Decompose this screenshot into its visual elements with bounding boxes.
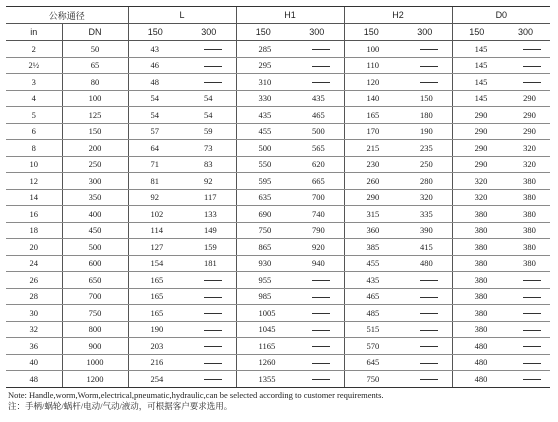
cell-h2: 455: [344, 255, 398, 272]
cell-h1: 595: [236, 173, 290, 190]
dash-mark: [420, 280, 438, 281]
class-header: 300: [501, 24, 550, 41]
cell-in: 10: [6, 156, 62, 173]
cell-d0: 380: [452, 272, 501, 289]
cell-in: 40: [6, 354, 62, 371]
cell-h1: 295: [236, 57, 290, 74]
cell-d0: 380: [452, 206, 501, 223]
dash-mark: [523, 363, 541, 364]
cell-l: 54: [128, 90, 182, 107]
cell-d0: 480: [452, 371, 501, 388]
cell-h1: 985: [236, 288, 290, 305]
table-row: [6, 156, 550, 173]
dash-mark: [523, 66, 541, 67]
cell-h1: 285: [236, 41, 290, 58]
dash-mark: [312, 346, 330, 347]
dash-mark: [204, 280, 222, 281]
cell-in: 2: [6, 41, 62, 58]
class-header: 300: [290, 24, 344, 41]
note-english: Note: Handle,worm,Worm,electrical,pneumatic,hydraulic,can be selected according to customer requirements.: [8, 389, 384, 400]
table-row: [6, 255, 550, 272]
cell-d0: 380: [501, 189, 550, 206]
dash-mark: [312, 82, 330, 83]
dash-mark: [204, 330, 222, 331]
cell-empty: [398, 338, 452, 355]
cell-h2: 480: [398, 255, 452, 272]
cell-d0: 145: [452, 41, 501, 58]
cell-empty: [398, 354, 452, 371]
dash-mark: [312, 379, 330, 380]
cell-empty: [398, 321, 452, 338]
cell-empty: [501, 371, 550, 388]
cell-in: 5: [6, 107, 62, 124]
cell-empty: [290, 354, 344, 371]
cell-empty: [398, 371, 452, 388]
dash-mark: [312, 330, 330, 331]
cell-h1: 690: [236, 206, 290, 223]
table-row: [6, 57, 550, 74]
cell-h1: 920: [290, 239, 344, 256]
dash-mark: [420, 379, 438, 380]
cell-in: 16: [6, 206, 62, 223]
cell-dn: 200: [62, 140, 128, 157]
dimension-table: [6, 6, 550, 388]
cell-l: 254: [128, 371, 182, 388]
table-row: [6, 321, 550, 338]
dash-mark: [204, 346, 222, 347]
cell-d0: 380: [452, 239, 501, 256]
cell-h1: 665: [290, 173, 344, 190]
cell-in: 8: [6, 140, 62, 157]
class-header: 150: [128, 24, 182, 41]
cell-in: 32: [6, 321, 62, 338]
cell-empty: [290, 57, 344, 74]
cell-d0: 290: [452, 107, 501, 124]
cell-dn: 50: [62, 41, 128, 58]
cell-dn: 150: [62, 123, 128, 140]
cell-h2: 465: [344, 288, 398, 305]
table-row: [6, 338, 550, 355]
cell-empty: [501, 338, 550, 355]
cell-h1: 1165: [236, 338, 290, 355]
cell-h1: 435: [290, 90, 344, 107]
cell-h2: 180: [398, 107, 452, 124]
cell-d0: 290: [501, 107, 550, 124]
dash-mark: [204, 363, 222, 364]
cell-h2: 385: [344, 239, 398, 256]
table-row: [6, 107, 550, 124]
table-row: [6, 305, 550, 322]
cell-h1: 455: [236, 123, 290, 140]
cell-l: 181: [182, 255, 236, 272]
dash-mark: [523, 297, 541, 298]
dash-mark: [204, 297, 222, 298]
table-note: [6, 390, 550, 412]
cell-h1: 500: [290, 123, 344, 140]
table-row: [6, 74, 550, 91]
cell-h2: 515: [344, 321, 398, 338]
cell-empty: [182, 354, 236, 371]
cell-d0: 380: [452, 255, 501, 272]
cell-d0: 145: [452, 90, 501, 107]
cell-d0: 320: [501, 140, 550, 157]
cell-h2: 170: [344, 123, 398, 140]
cell-empty: [398, 305, 452, 322]
cell-dn: 800: [62, 321, 128, 338]
cell-empty: [290, 272, 344, 289]
cell-in: 18: [6, 222, 62, 239]
table-row: [6, 288, 550, 305]
cell-in: 2½: [6, 57, 62, 74]
dash-mark: [204, 82, 222, 83]
dash-mark: [204, 66, 222, 67]
cell-empty: [398, 288, 452, 305]
note-chinese: 注：手柄/蜗轮/蜗杆/电动/气动/液动，可根据客户要求选用。: [8, 400, 233, 411]
cell-h2: 120: [344, 74, 398, 91]
cell-l: 102: [128, 206, 182, 223]
table-row: [6, 90, 550, 107]
cell-in: 20: [6, 239, 62, 256]
cell-l: 165: [128, 272, 182, 289]
dash-mark: [523, 330, 541, 331]
cell-empty: [182, 41, 236, 58]
dash-mark: [204, 313, 222, 314]
cell-d0: 480: [452, 338, 501, 355]
cell-l: 59: [182, 123, 236, 140]
cell-in: 28: [6, 288, 62, 305]
cell-l: 149: [182, 222, 236, 239]
dash-mark: [312, 297, 330, 298]
cell-in: 12: [6, 173, 62, 190]
cell-h2: 335: [398, 206, 452, 223]
cell-empty: [182, 288, 236, 305]
dash-mark: [523, 82, 541, 83]
cell-d0: 380: [452, 288, 501, 305]
cell-empty: [501, 288, 550, 305]
cell-in: 48: [6, 371, 62, 388]
cell-dn: 80: [62, 74, 128, 91]
cell-dn: 250: [62, 156, 128, 173]
cell-h2: 230: [344, 156, 398, 173]
class-header: 150: [344, 24, 398, 41]
table-row: [6, 354, 550, 371]
cell-l: 48: [128, 74, 182, 91]
cell-h2: 280: [398, 173, 452, 190]
cell-in: 3: [6, 74, 62, 91]
cell-empty: [290, 74, 344, 91]
cell-h2: 290: [344, 189, 398, 206]
table-row: [6, 173, 550, 190]
cell-empty: [501, 354, 550, 371]
cell-l: 57: [128, 123, 182, 140]
cell-empty: [182, 305, 236, 322]
cell-dn: 1000: [62, 354, 128, 371]
cell-l: 203: [128, 338, 182, 355]
cell-l: 117: [182, 189, 236, 206]
cell-h1: 750: [236, 222, 290, 239]
cell-in: 14: [6, 189, 62, 206]
cell-empty: [290, 338, 344, 355]
cell-empty: [182, 74, 236, 91]
cell-h2: 150: [398, 90, 452, 107]
cell-h2: 360: [344, 222, 398, 239]
cell-h1: 940: [290, 255, 344, 272]
dash-mark: [312, 66, 330, 67]
dash-mark: [420, 363, 438, 364]
cell-empty: [290, 305, 344, 322]
cell-empty: [182, 338, 236, 355]
cell-dn: 400: [62, 206, 128, 223]
cell-dn: 125: [62, 107, 128, 124]
dash-mark: [420, 313, 438, 314]
cell-d0: 145: [452, 57, 501, 74]
cell-dn: 500: [62, 239, 128, 256]
cell-dn: 450: [62, 222, 128, 239]
dash-mark: [312, 280, 330, 281]
cell-empty: [501, 41, 550, 58]
cell-d0: 380: [452, 222, 501, 239]
cell-h2: 100: [344, 41, 398, 58]
cell-d0: 380: [501, 173, 550, 190]
cell-d0: 290: [501, 123, 550, 140]
table-row: [6, 140, 550, 157]
dash-mark: [312, 49, 330, 50]
cell-l: 43: [128, 41, 182, 58]
cell-h1: 635: [236, 189, 290, 206]
cell-l: 154: [128, 255, 182, 272]
cell-empty: [290, 371, 344, 388]
cell-h1: 310: [236, 74, 290, 91]
cell-empty: [501, 272, 550, 289]
cell-in: 4: [6, 90, 62, 107]
cell-h2: 235: [398, 140, 452, 157]
cell-h2: 315: [344, 206, 398, 223]
cell-h1: 955: [236, 272, 290, 289]
cell-empty: [501, 321, 550, 338]
dash-mark: [204, 49, 222, 50]
dimension-sheet: [6, 6, 550, 412]
cell-h1: 550: [236, 156, 290, 173]
cell-dn: 350: [62, 189, 128, 206]
cell-dn: 1200: [62, 371, 128, 388]
cell-empty: [290, 288, 344, 305]
cell-empty: [182, 321, 236, 338]
dash-mark: [420, 297, 438, 298]
cell-in: 26: [6, 272, 62, 289]
cell-l: 83: [182, 156, 236, 173]
cell-d0: 290: [501, 90, 550, 107]
table-row: [6, 123, 550, 140]
cell-l: 54: [182, 90, 236, 107]
cell-d0: 380: [501, 222, 550, 239]
cell-d0: 320: [452, 189, 501, 206]
dash-mark: [420, 330, 438, 331]
dash-mark: [523, 280, 541, 281]
dash-mark: [523, 379, 541, 380]
cell-l: 114: [128, 222, 182, 239]
dash-mark: [523, 313, 541, 314]
cell-d0: 145: [452, 74, 501, 91]
dash-mark: [420, 49, 438, 50]
cell-h1: 1355: [236, 371, 290, 388]
dash-mark: [420, 66, 438, 67]
table-row: [6, 222, 550, 239]
cell-h1: 465: [290, 107, 344, 124]
cell-l: 92: [128, 189, 182, 206]
cell-in: 36: [6, 338, 62, 355]
cell-d0: 380: [452, 321, 501, 338]
cell-h1: 865: [236, 239, 290, 256]
dash-mark: [420, 346, 438, 347]
cell-l: 54: [128, 107, 182, 124]
dash-mark: [420, 82, 438, 83]
cell-h1: 435: [236, 107, 290, 124]
cell-d0: 320: [501, 156, 550, 173]
cell-l: 54: [182, 107, 236, 124]
cell-empty: [398, 74, 452, 91]
cell-empty: [501, 305, 550, 322]
cell-h2: 250: [398, 156, 452, 173]
cell-h1: 1260: [236, 354, 290, 371]
cell-h2: 570: [344, 338, 398, 355]
cell-h2: 110: [344, 57, 398, 74]
cell-empty: [501, 57, 550, 74]
dn-header: DN: [62, 24, 128, 41]
table-row: [6, 239, 550, 256]
cell-h2: 260: [344, 173, 398, 190]
cell-h2: 435: [344, 272, 398, 289]
in-header: in: [6, 24, 62, 41]
cell-d0: 290: [452, 156, 501, 173]
cell-h1: 740: [290, 206, 344, 223]
class-header: 300: [182, 24, 236, 41]
cell-empty: [398, 41, 452, 58]
cell-d0: 290: [452, 123, 501, 140]
cell-in: 6: [6, 123, 62, 140]
dash-mark: [312, 313, 330, 314]
cell-d0: 380: [501, 239, 550, 256]
cell-l: 81: [128, 173, 182, 190]
cell-dn: 900: [62, 338, 128, 355]
cell-empty: [290, 41, 344, 58]
cell-l: 127: [128, 239, 182, 256]
dash-mark: [312, 363, 330, 364]
cell-d0: 380: [501, 255, 550, 272]
nominal-size-header: 公称通径: [6, 7, 128, 24]
cell-h2: 165: [344, 107, 398, 124]
cell-empty: [501, 74, 550, 91]
table-row: [6, 206, 550, 223]
cell-l: 216: [128, 354, 182, 371]
cell-l: 165: [128, 288, 182, 305]
cell-empty: [290, 321, 344, 338]
cell-l: 64: [128, 140, 182, 157]
table-row: [6, 189, 550, 206]
class-header: 150: [236, 24, 290, 41]
group-header-h2: H2: [344, 7, 452, 24]
cell-h1: 330: [236, 90, 290, 107]
cell-h2: 320: [398, 189, 452, 206]
cell-dn: 650: [62, 272, 128, 289]
cell-empty: [182, 272, 236, 289]
cell-in: 30: [6, 305, 62, 322]
cell-h1: 700: [290, 189, 344, 206]
cell-h1: 565: [290, 140, 344, 157]
cell-h1: 930: [236, 255, 290, 272]
cell-h2: 415: [398, 239, 452, 256]
cell-empty: [182, 57, 236, 74]
dash-mark: [523, 49, 541, 50]
dash-mark: [204, 379, 222, 380]
table-row: [6, 41, 550, 58]
cell-l: 165: [128, 305, 182, 322]
cell-h2: 140: [344, 90, 398, 107]
cell-l: 73: [182, 140, 236, 157]
cell-h2: 750: [344, 371, 398, 388]
cell-d0: 290: [452, 140, 501, 157]
table-row: [6, 272, 550, 289]
class-header: 300: [398, 24, 452, 41]
cell-l: 92: [182, 173, 236, 190]
cell-h1: 1005: [236, 305, 290, 322]
cell-l: 46: [128, 57, 182, 74]
cell-h2: 645: [344, 354, 398, 371]
cell-d0: 320: [452, 173, 501, 190]
cell-h1: 1045: [236, 321, 290, 338]
cell-d0: 480: [452, 354, 501, 371]
dash-mark: [523, 346, 541, 347]
table-row: [6, 371, 550, 388]
table-header: [6, 7, 550, 41]
cell-l: 159: [182, 239, 236, 256]
cell-dn: 750: [62, 305, 128, 322]
cell-empty: [398, 57, 452, 74]
cell-l: 190: [128, 321, 182, 338]
cell-h1: 790: [290, 222, 344, 239]
cell-d0: 380: [452, 305, 501, 322]
cell-dn: 700: [62, 288, 128, 305]
group-header-l: L: [128, 7, 236, 24]
cell-empty: [182, 371, 236, 388]
cell-dn: 300: [62, 173, 128, 190]
cell-d0: 380: [501, 206, 550, 223]
cell-h2: 485: [344, 305, 398, 322]
cell-h1: 500: [236, 140, 290, 157]
class-header: 150: [452, 24, 501, 41]
table-body: [6, 41, 550, 388]
cell-l: 133: [182, 206, 236, 223]
cell-l: 71: [128, 156, 182, 173]
cell-h1: 620: [290, 156, 344, 173]
cell-dn: 65: [62, 57, 128, 74]
cell-dn: 100: [62, 90, 128, 107]
cell-in: 24: [6, 255, 62, 272]
group-header-d0: D0: [452, 7, 550, 24]
cell-h2: 190: [398, 123, 452, 140]
group-header-h1: H1: [236, 7, 344, 24]
cell-dn: 600: [62, 255, 128, 272]
cell-empty: [398, 272, 452, 289]
cell-h2: 215: [344, 140, 398, 157]
cell-h2: 390: [398, 222, 452, 239]
